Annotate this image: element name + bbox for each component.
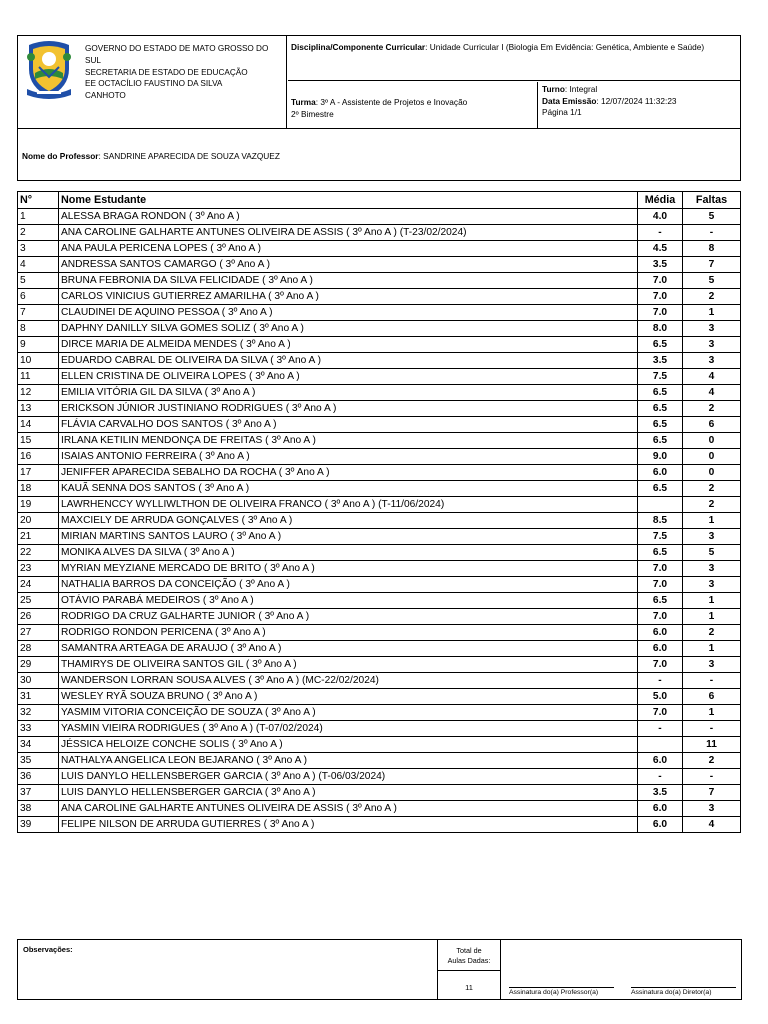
table-row — [18, 545, 741, 561]
table-row — [18, 721, 741, 737]
institution-block — [18, 36, 287, 129]
discipline-field — [288, 36, 741, 81]
student-name: MAXCIELY DE ARRUDA GONÇALVES ( 3º Ano A ) — [59, 513, 638, 529]
bimestre-value: 2º Bimestre — [291, 108, 334, 119]
student-number: 8 — [18, 321, 59, 337]
state-coat-of-arms-icon — [23, 39, 75, 101]
student-average: 7.0 — [638, 657, 683, 673]
student-number: 30 — [18, 673, 59, 689]
student-name: MONIKA ALVES DA SILVA ( 3º Ano A ) — [59, 545, 638, 561]
table-row — [18, 561, 741, 577]
student-average: 3.5 — [638, 257, 683, 273]
student-name: WANDERSON LORRAN SOUSA ALVES ( 3º Ano A ) (MC-22/02/2024) — [59, 673, 638, 689]
table-row — [18, 289, 741, 305]
student-average: 6.5 — [638, 337, 683, 353]
student-name: ANA PAULA PERICENA LOPES ( 3º Ano A ) — [59, 241, 638, 257]
student-number: 3 — [18, 241, 59, 257]
divider — [438, 970, 500, 971]
student-average — [638, 737, 683, 753]
professor-field — [18, 128, 740, 180]
table-row — [18, 369, 741, 385]
student-average: 7.0 — [638, 577, 683, 593]
student-name: MYRIAN MEYZIANE MERCADO DE BRITO ( 3º Ano A ) — [59, 561, 638, 577]
table-row — [18, 673, 741, 689]
student-absences: 0 — [683, 433, 741, 449]
student-absences: 3 — [683, 561, 741, 577]
student-absences: 1 — [683, 593, 741, 609]
student-absences: 8 — [683, 241, 741, 257]
student-number: 28 — [18, 641, 59, 657]
student-absences: 7 — [683, 785, 741, 801]
student-number: 31 — [18, 689, 59, 705]
student-number: 24 — [18, 577, 59, 593]
issue-info — [539, 82, 741, 129]
total-classes-label — [438, 946, 500, 966]
student-absences: - — [683, 673, 741, 689]
student-absences: 7 — [683, 257, 741, 273]
student-absences: 5 — [683, 209, 741, 225]
professor-value: : SANDRINE APARECIDA DE SOUZA VAZQUEZ — [98, 151, 280, 161]
institution-name — [85, 43, 280, 102]
student-number: 11 — [18, 369, 59, 385]
table-row — [18, 417, 741, 433]
student-average — [638, 497, 683, 513]
student-average: - — [638, 769, 683, 785]
col-name-header: Nome Estudante — [59, 192, 638, 209]
table-row — [18, 641, 741, 657]
student-number: 37 — [18, 785, 59, 801]
student-average: 6.0 — [638, 753, 683, 769]
class-field — [288, 82, 538, 129]
table-row — [18, 577, 741, 593]
student-absences: 6 — [683, 689, 741, 705]
student-number: 27 — [18, 625, 59, 641]
table-row — [18, 257, 741, 273]
student-absences: 1 — [683, 641, 741, 657]
student-number: 21 — [18, 529, 59, 545]
student-number: 2 — [18, 225, 59, 241]
student-number: 9 — [18, 337, 59, 353]
student-name: FELIPE NILSON DE ARRUDA GUTIERRES ( 3º Ano A ) — [59, 817, 638, 833]
student-absences: - — [683, 721, 741, 737]
table-row — [18, 321, 741, 337]
table-row — [18, 769, 741, 785]
student-average: 7.0 — [638, 705, 683, 721]
student-absences: 2 — [683, 481, 741, 497]
student-absences: 4 — [683, 817, 741, 833]
table-row — [18, 609, 741, 625]
table-row — [18, 337, 741, 353]
student-name: SAMANTRA ARTEAGA DE ARAUJO ( 3º Ano A ) — [59, 641, 638, 657]
table-row — [18, 657, 741, 673]
student-number: 15 — [18, 433, 59, 449]
table-row — [18, 209, 741, 225]
student-average: 6.0 — [638, 817, 683, 833]
turno-value: : Integral — [564, 84, 598, 94]
table-row — [18, 513, 741, 529]
student-name: LAWRHENCCY WYLLIWLTHON DE OLIVEIRA FRANCO ( 3º Ano A ) (T-11/06/2024) — [59, 497, 638, 513]
total-label-line: Total de — [456, 946, 482, 955]
table-row — [18, 273, 741, 289]
student-absences: 3 — [683, 353, 741, 369]
student-name: THAMIRYS DE OLIVEIRA SANTOS GIL ( 3º Ano A ) — [59, 657, 638, 673]
turma-value: : 3º A - Assistente de Projetos e Inovação — [315, 97, 468, 107]
table-row — [18, 689, 741, 705]
student-average: 6.5 — [638, 417, 683, 433]
student-name: NATHALYA ANGELICA LEON BEJARANO ( 3º Ano A ) — [59, 753, 638, 769]
student-number: 22 — [18, 545, 59, 561]
student-absences: - — [683, 769, 741, 785]
table-row — [18, 241, 741, 257]
student-number: 12 — [18, 385, 59, 401]
student-name: DIRCE MARIA DE ALMEIDA MENDES ( 3º Ano A ) — [59, 337, 638, 353]
student-average: 9.0 — [638, 449, 683, 465]
table-row — [18, 497, 741, 513]
student-number: 18 — [18, 481, 59, 497]
table-row — [18, 449, 741, 465]
student-average: 6.5 — [638, 593, 683, 609]
table-row — [18, 737, 741, 753]
table-header-row — [18, 192, 741, 209]
student-absences: 11 — [683, 737, 741, 753]
professor-label: Nome do Professor — [22, 151, 99, 161]
table-row — [18, 401, 741, 417]
student-absences: 3 — [683, 321, 741, 337]
student-absences: 2 — [683, 753, 741, 769]
student-name: ANA CAROLINE GALHARTE ANTUNES OLIVEIRA DE ASSIS ( 3º Ano A ) (T-23/02/2024) — [59, 225, 638, 241]
student-absences: 2 — [683, 497, 741, 513]
student-name: IRLANA KETILIN MENDONÇA DE FREITAS ( 3º Ano A ) — [59, 433, 638, 449]
col-number-header: N° — [18, 192, 59, 209]
student-name: JENIFFER APARECIDA SEBALHO DA ROCHA ( 3º Ano A ) — [59, 465, 638, 481]
student-number: 5 — [18, 273, 59, 289]
student-absences: 1 — [683, 513, 741, 529]
institution-line: CANHOTO — [85, 91, 126, 101]
table-row — [18, 385, 741, 401]
col-average-header: Média — [638, 192, 683, 209]
student-name: CARLOS VINICIUS GUTIERREZ AMARILHA ( 3º Ano A ) — [59, 289, 638, 305]
institution-line: EE OCTACÍLIO FAUSTINO DA SILVA — [85, 79, 223, 89]
student-absences: 3 — [683, 529, 741, 545]
table-row — [18, 465, 741, 481]
emissao-value: : 12/07/2024 11:32:23 — [596, 95, 677, 106]
student-average: 5.0 — [638, 689, 683, 705]
discipline-label: Disciplina/Componente Curricular — [291, 42, 426, 52]
student-average: - — [638, 721, 683, 737]
student-average: 7.5 — [638, 369, 683, 385]
table-row — [18, 593, 741, 609]
student-absences: 2 — [683, 401, 741, 417]
student-number: 34 — [18, 737, 59, 753]
student-name: YASMIN VIEIRA RODRIGUES ( 3º Ano A ) (T-07/02/2024) — [59, 721, 638, 737]
student-number: 19 — [18, 497, 59, 513]
student-average: 7.0 — [638, 305, 683, 321]
student-average: 6.0 — [638, 641, 683, 657]
table-row — [18, 785, 741, 801]
student-name: ALESSA BRAGA RONDON ( 3º Ano A ) — [59, 209, 638, 225]
discipline-value: : Unidade Curricular I (Biologia Em Evidência: Genética, Ambiente e Saúde) — [425, 42, 705, 52]
student-number: 17 — [18, 465, 59, 481]
student-average: 6.5 — [638, 481, 683, 497]
student-name: BRUNA FEBRONIA DA SILVA FELICIDADE ( 3º Ano A ) — [59, 273, 638, 289]
student-name: FLÁVIA CARVALHO DOS SANTOS ( 3º Ano A ) — [59, 417, 638, 433]
student-number: 4 — [18, 257, 59, 273]
student-name: LUIS DANYLO HELLENSBERGER GARCIA ( 3º Ano A ) — [59, 785, 638, 801]
turno-label: Turno — [542, 84, 565, 94]
professor-signature-line: Assinatura do(a) Professor(a) — [509, 987, 614, 996]
table-row — [18, 353, 741, 369]
student-name: NATHALIA BARROS DA CONCEIÇÃO ( 3º Ano A ) — [59, 577, 638, 593]
student-absences: 0 — [683, 465, 741, 481]
student-absences: 6 — [683, 417, 741, 433]
student-number: 1 — [18, 209, 59, 225]
student-name: OTÁVIO PARABÁ MEDEIROS ( 3º Ano A ) — [59, 593, 638, 609]
student-number: 20 — [18, 513, 59, 529]
student-average: 8.5 — [638, 513, 683, 529]
institution-line: GOVERNO DO ESTADO DE MATO GROSSO DO SUL — [85, 44, 269, 65]
student-name: WESLEY RYÃ SOUZA BRUNO ( 3º Ano A ) — [59, 689, 638, 705]
col-absences-header: Faltas — [683, 192, 741, 209]
student-number: 35 — [18, 753, 59, 769]
student-name: RODRIGO RONDON PERICENA ( 3º Ano A ) — [59, 625, 638, 641]
student-average: 6.5 — [638, 385, 683, 401]
total-label-line: Aulas Dadas: — [447, 956, 491, 965]
students-table — [17, 191, 741, 833]
student-average: 6.0 — [638, 465, 683, 481]
table-row — [18, 625, 741, 641]
student-name: CLAUDINEI DE AQUINO PESSOA ( 3º Ano A ) — [59, 305, 638, 321]
student-name: LUIS DANYLO HELLENSBERGER GARCIA ( 3º Ano A ) (T-06/03/2024) — [59, 769, 638, 785]
student-average: 6.0 — [638, 801, 683, 817]
student-average: 4.5 — [638, 241, 683, 257]
table-row — [18, 433, 741, 449]
total-classes-value: 11 — [465, 983, 473, 992]
student-number: 14 — [18, 417, 59, 433]
student-average: 8.0 — [638, 321, 683, 337]
student-absences: 1 — [683, 609, 741, 625]
student-number: 7 — [18, 305, 59, 321]
student-name: KAUÃ SENNA DOS SANTOS ( 3º Ano A ) — [59, 481, 638, 497]
table-row — [18, 817, 741, 833]
table-row — [18, 801, 741, 817]
report-footer — [17, 939, 742, 1000]
student-name: ERICKSON JÚNIOR JUSTINIANO RODRIGUES ( 3º Ano A ) — [59, 401, 638, 417]
total-classes-box — [437, 940, 501, 999]
observations-label: Observações: — [23, 945, 73, 954]
student-absences: 1 — [683, 705, 741, 721]
table-row — [18, 753, 741, 769]
student-average: 7.0 — [638, 273, 683, 289]
student-absences: 3 — [683, 577, 741, 593]
student-name: RODRIGO DA CRUZ GALHARTE JUNIOR ( 3º Ano A ) — [59, 609, 638, 625]
student-average: 6.5 — [638, 401, 683, 417]
student-absences: 5 — [683, 545, 741, 561]
turma-label: Turma — [291, 97, 316, 107]
student-average: 6.5 — [638, 433, 683, 449]
table-row — [18, 225, 741, 241]
student-absences: 0 — [683, 449, 741, 465]
institution-line: SECRETARIA DE ESTADO DE EDUCAÇÃO — [85, 67, 248, 77]
emissao-label: Data Emissão — [542, 95, 597, 106]
student-number: 32 — [18, 705, 59, 721]
student-number: 36 — [18, 769, 59, 785]
student-name: MIRIAN MARTINS SANTOS LAURO ( 3º Ano A ) — [59, 529, 638, 545]
student-absences: 4 — [683, 369, 741, 385]
student-number: 33 — [18, 721, 59, 737]
student-name: JÉSSICA HELOIZE CONCHE SOLIS ( 3º Ano A ) — [59, 737, 638, 753]
student-absences: 2 — [683, 289, 741, 305]
student-average: 3.5 — [638, 353, 683, 369]
student-average: 3.5 — [638, 785, 683, 801]
student-name: ANDRESSA SANTOS CAMARGO ( 3º Ano A ) — [59, 257, 638, 273]
page-number: Página 1/1 — [542, 107, 582, 117]
director-signature-line: Assinatura do(a) Diretor(a) — [631, 987, 736, 996]
student-absences: 3 — [683, 657, 741, 673]
student-number: 38 — [18, 801, 59, 817]
student-average: 7.0 — [638, 561, 683, 577]
student-average: 6.5 — [638, 545, 683, 561]
student-average: 7.0 — [638, 289, 683, 305]
student-absences: 2 — [683, 625, 741, 641]
report-header — [17, 35, 741, 181]
student-name: DAPHNY DANILLY SILVA GOMES SOLIZ ( 3º Ano A ) — [59, 321, 638, 337]
student-absences: - — [683, 225, 741, 241]
student-name: EDUARDO CABRAL DE OLIVEIRA DA SILVA ( 3º Ano A ) — [59, 353, 638, 369]
student-name: ANA CAROLINE GALHARTE ANTUNES OLIVEIRA DE ASSIS ( 3º Ano A ) — [59, 801, 638, 817]
students-table-body — [18, 209, 741, 833]
student-absences: 3 — [683, 337, 741, 353]
student-number: 25 — [18, 593, 59, 609]
table-row — [18, 305, 741, 321]
student-average: 4.0 — [638, 209, 683, 225]
student-name: EMILIA VITÓRIA GIL DA SILVA ( 3º Ano A ) — [59, 385, 638, 401]
student-average: 7.0 — [638, 609, 683, 625]
table-row — [18, 529, 741, 545]
student-name: ISAIAS ANTONIO FERREIRA ( 3º Ano A ) — [59, 449, 638, 465]
student-number: 26 — [18, 609, 59, 625]
student-average: 6.0 — [638, 625, 683, 641]
student-number: 6 — [18, 289, 59, 305]
student-absences: 3 — [683, 801, 741, 817]
student-average: - — [638, 673, 683, 689]
student-average: 7.5 — [638, 529, 683, 545]
student-number: 39 — [18, 817, 59, 833]
student-absences: 5 — [683, 273, 741, 289]
student-number: 29 — [18, 657, 59, 673]
student-number: 23 — [18, 561, 59, 577]
student-number: 16 — [18, 449, 59, 465]
student-average: - — [638, 225, 683, 241]
student-name: ELLEN CRISTINA DE OLIVEIRA LOPES ( 3º Ano A ) — [59, 369, 638, 385]
student-absences: 4 — [683, 385, 741, 401]
student-number: 10 — [18, 353, 59, 369]
student-absences: 1 — [683, 305, 741, 321]
student-name: YASMIM VITORIA CONCEIÇÃO DE SOUZA ( 3º Ano A ) — [59, 705, 638, 721]
table-row — [18, 705, 741, 721]
table-row — [18, 481, 741, 497]
student-number: 13 — [18, 401, 59, 417]
